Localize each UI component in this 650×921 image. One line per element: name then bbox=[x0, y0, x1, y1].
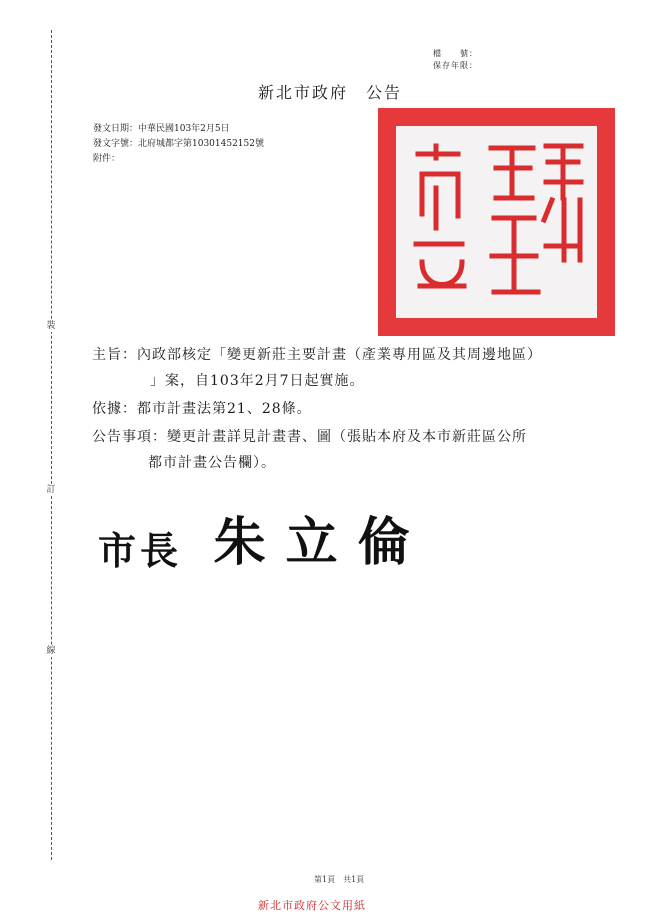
mayor-signature bbox=[98, 500, 430, 575]
mayor-title: 市長 bbox=[98, 529, 183, 573]
page-number: 第1頁 共1頁 bbox=[314, 875, 365, 884]
retention-label: 保存年限： bbox=[433, 61, 478, 70]
subject-line-1: 主旨：內政部核定「變更新莊主要計畫（產業專用區及其周邊地區） bbox=[92, 347, 542, 363]
file-number-label: 檔 號： bbox=[433, 49, 478, 58]
notice-line-1: 公告事項：變更計畫詳見計畫書、圖（張貼本府及本市新莊區公所 bbox=[92, 429, 527, 445]
attachment: 附件： bbox=[93, 154, 121, 164]
mayor-name: 朱立倫 bbox=[213, 513, 430, 573]
document-number: 發文字號：北府城都字第10301452152號 bbox=[93, 139, 264, 149]
binding-line bbox=[51, 30, 52, 860]
page-title: 新北市政府 公告 bbox=[258, 83, 403, 102]
paper-label: 新北市政府公文用紙 bbox=[258, 899, 366, 912]
official-seal bbox=[378, 108, 615, 336]
binding-char-xian: 線 bbox=[46, 646, 56, 656]
issue-date: 發文日期：中華民國103年2月5日 bbox=[93, 124, 230, 134]
binding-char-ding: 訂 bbox=[46, 485, 56, 495]
binding-char-zhuang: 裝 bbox=[46, 321, 56, 331]
seal-stamp-graphic bbox=[396, 126, 597, 318]
basis-line: 依據：都市計畫法第21、28條。 bbox=[92, 401, 312, 417]
subject-line-2: 」案，自103年2月7日起實施。 bbox=[150, 373, 365, 389]
notice-line-2: 都市計畫公告欄）。 bbox=[148, 455, 276, 471]
